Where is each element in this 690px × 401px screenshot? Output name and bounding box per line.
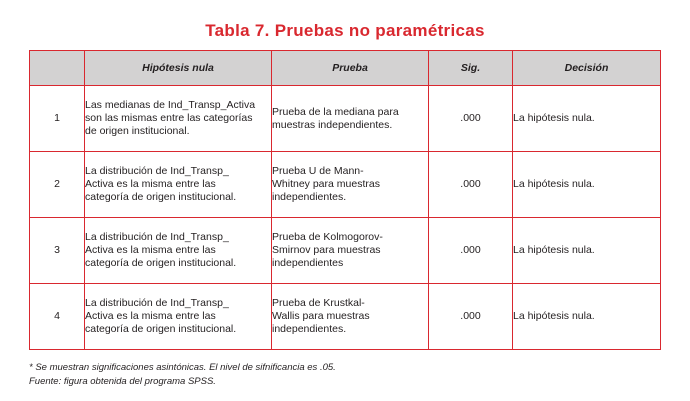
sig-cell: .000 (429, 86, 513, 152)
test-line: Prueba de la mediana para (272, 105, 399, 118)
decision-cell: La hipótesis nula. (513, 284, 661, 350)
hypothesis-line: La distribución de Ind_Transp_ (85, 165, 229, 177)
header-hypothesis: Hipótesis nula (85, 51, 272, 86)
decision-cell: La hipótesis nula. (513, 152, 661, 218)
test-line: Prueba U de Mann- (272, 165, 364, 177)
table-row (30, 284, 661, 350)
header-number (30, 51, 85, 86)
row-number: 3 (30, 218, 85, 284)
null-hypothesis-cell (85, 152, 272, 218)
hypothesis-line: Activa es la misma entre las (85, 310, 216, 322)
header-test: Prueba (272, 51, 429, 86)
row-number: 4 (30, 284, 85, 350)
hypothesis-line: son las mismas entre las categorías (85, 112, 253, 124)
null-hypothesis-cell (85, 284, 272, 350)
row-number: 1 (30, 86, 85, 152)
table-notes (29, 361, 336, 389)
null-hypothesis-cell (85, 86, 272, 152)
test-cell (272, 152, 429, 218)
test-cell (272, 86, 429, 152)
sig-cell: .000 (429, 218, 513, 284)
test-line: muestras independientes. (272, 118, 393, 131)
test-line: independientes. (272, 191, 347, 203)
table-row (30, 86, 661, 152)
results-table (29, 50, 661, 350)
hypothesis-line: categoría de origen institucional. (85, 257, 237, 269)
test-cell (272, 284, 429, 350)
test-line: Prueba de Kolmogorov- (272, 231, 383, 243)
hypothesis-line: de origen institucional. (85, 125, 190, 137)
hypothesis-line: Activa es la misma entre las (85, 244, 216, 256)
test-cell (272, 218, 429, 284)
header-decision: Decisión (513, 51, 661, 86)
hypothesis-line: La distribución de Ind_Transp_ (85, 297, 229, 309)
null-hypothesis-cell (85, 218, 272, 284)
table-row (30, 152, 661, 218)
test-line: independientes (272, 257, 344, 269)
test-line: Whitney para muestras (272, 178, 380, 190)
source-note: Fuente: figura obtenida del programa SPSS. (29, 376, 216, 387)
table-row (30, 218, 661, 284)
test-line: independientes. (272, 323, 347, 335)
header-sig: Sig. (429, 51, 513, 86)
hypothesis-line: La distribución de Ind_Transp_ (85, 231, 229, 243)
test-line: Smirnov para muestras (272, 244, 381, 256)
hypothesis-line: categoría de origen institucional. (85, 191, 237, 203)
decision-cell: La hipótesis nula. (513, 218, 661, 284)
footnote: * Se muestran significaciones asintónicas. El nivel de sifnificancia es .05. (29, 362, 336, 373)
hypothesis-line: categoría de origen institucional. (85, 323, 237, 335)
hypothesis-line: Las medianas de Ind_Transp_Activa (85, 99, 256, 111)
test-line: Wallis para muestras (272, 310, 370, 322)
sig-cell: .000 (429, 284, 513, 350)
sig-cell: .000 (429, 152, 513, 218)
row-number: 2 (30, 152, 85, 218)
table-title: Tabla 7. Pruebas no paramétricas (205, 21, 485, 40)
test-line: Prueba de Krustkal- (272, 297, 365, 309)
decision-cell: La hipótesis nula. (513, 86, 661, 152)
table-header-row (30, 51, 661, 86)
hypothesis-line: Activa es la misma entre las (85, 178, 216, 190)
